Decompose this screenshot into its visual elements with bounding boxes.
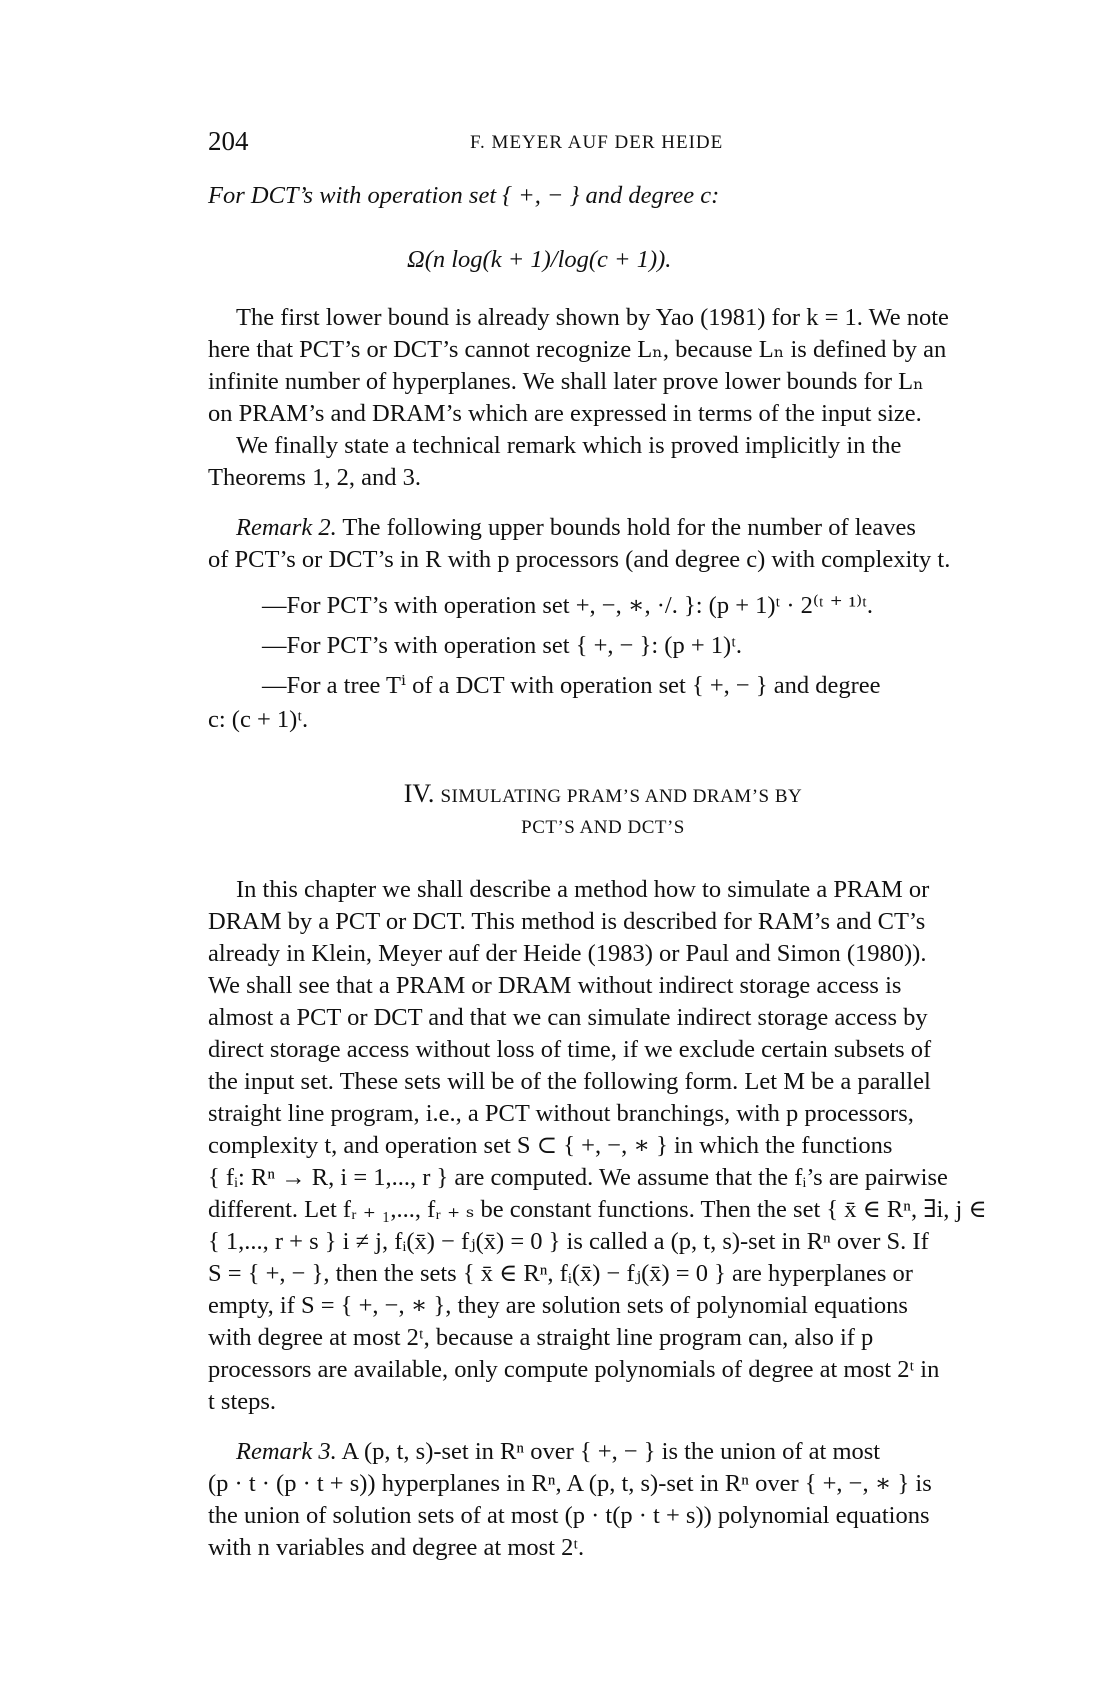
para1-line: The first lower bound is already shown by Yao (1981) for k = 1. We note bbox=[236, 304, 949, 331]
chapter-line: { fᵢ: Rⁿ → R, i = 1,..., r } are computed. We assume that the fᵢ’s are pairwise bbox=[208, 1164, 948, 1191]
remark2-label: Remark 2. bbox=[236, 514, 337, 541]
para1-line: infinite number of hyperplanes. We shall later prove lower bounds for Lₙ bbox=[208, 368, 924, 395]
remark2-item: —For PCT’s with operation set +, −, ∗, ·/. }: (p + 1)ᵗ · 2⁽ᵗ ⁺ ¹⁾ᵗ. bbox=[262, 592, 873, 619]
para2-line: Theorems 1, 2, and 3. bbox=[208, 464, 421, 491]
para2-line: We finally state a technical remark which is proved implicitly in the bbox=[236, 432, 902, 459]
remark3-label: Remark 3. bbox=[236, 1438, 337, 1465]
remark2-item: c: (c + 1)ᵗ. bbox=[208, 706, 309, 733]
chapter-line: processors are available, only compute polynomials of degree at most 2ᵗ in bbox=[208, 1356, 940, 1383]
section-number: IV. bbox=[403, 779, 435, 808]
chapter-line: with degree at most 2ᵗ, because a straight line program can, also if p bbox=[208, 1324, 874, 1351]
remark3-first-line bbox=[236, 1436, 880, 1468]
dct-bound-label: For DCT’s with operation set { +, − } and degree c: bbox=[208, 182, 720, 209]
remark2-line: of PCT’s or DCT’s in R with p processors (and degree c) with complexity t. bbox=[208, 546, 951, 573]
para1-line: here that PCT’s or DCT’s cannot recognize Lₙ, because Lₙ is defined by an bbox=[208, 336, 947, 363]
chapter-line: empty, if S = { +, −, ∗ }, they are solution sets of polynomial equations bbox=[208, 1292, 908, 1319]
chapter-line: We shall see that a PRAM or DRAM without indirect storage access is bbox=[208, 972, 902, 999]
para1-line: on PRAM’s and DRAM’s which are expressed in terms of the input size. bbox=[208, 400, 922, 427]
remark3-line: with n variables and degree at most 2ᵗ. bbox=[208, 1534, 585, 1561]
chapter-line: t steps. bbox=[208, 1388, 277, 1415]
chapter-line: the input set. These sets will be of the following form. Let M be a parallel bbox=[208, 1068, 931, 1095]
chapter-line: { 1,..., r + s } i ≠ j, fᵢ(x̄) − fⱼ(x̄) = 0 } is called a (p, t, s)-set in Rⁿ over S. If bbox=[208, 1228, 929, 1255]
chapter-line: straight line program, i.e., a PCT without branchings, with p processors, bbox=[208, 1100, 914, 1127]
page-number: 204 bbox=[208, 126, 249, 156]
chapter-line: almost a PCT or DCT and that we can simulate indirect storage access by bbox=[208, 1004, 928, 1031]
chapter-line: complexity t, and operation set S ⊂ { +, −, ∗ } in which the functions bbox=[208, 1132, 893, 1159]
remark2-line: The following upper bounds hold for the number of leaves bbox=[342, 514, 916, 541]
remark3-line: A (p, t, s)-set in Rⁿ over { +, − } is the union of at most bbox=[341, 1438, 881, 1465]
running-title: F. MEYER AUF DER HEIDE bbox=[470, 132, 724, 153]
section-heading-line1 bbox=[208, 778, 998, 813]
remark3-line: the union of solution sets of at most (p · t(p · t + s)) polynomial equations bbox=[208, 1502, 930, 1529]
chapter-line: DRAM by a PCT or DCT. This method is described for RAM’s and CT’s bbox=[208, 908, 926, 935]
section-title-line1: SIMULATING PRAM’S AND DRAM’S BY bbox=[440, 786, 803, 807]
section-title-line2: PCT’S AND DCT’S bbox=[521, 817, 685, 838]
chapter-line: In this chapter we shall describe a method how to simulate a PRAM or bbox=[236, 876, 930, 903]
chapter-line: direct storage access without loss of time, if we exclude certain subsets of bbox=[208, 1036, 932, 1063]
chapter-line: already in Klein, Meyer auf der Heide (1983) or Paul and Simon (1980)). bbox=[208, 940, 927, 967]
remark2-item: —For a tree Tⁱ of a DCT with operation set { +, − } and degree bbox=[262, 672, 881, 699]
chapter-line: different. Let fᵣ ₊ ₁,..., fᵣ ₊ ₛ be constant functions. Then the set { x̄ ∈ Rⁿ, ∃i, j ∈ bbox=[208, 1196, 987, 1223]
remark2-item: —For PCT’s with operation set { +, − }: (p + 1)ᵗ. bbox=[262, 632, 743, 659]
dct-bound-formula: Ω(n log(k + 1)/log(c + 1)). bbox=[407, 246, 672, 273]
remark3-line: (p · t · (p · t + s)) hyperplanes in Rⁿ, A (p, t, s)-set in Rⁿ over { +, −, ∗ } is bbox=[208, 1470, 932, 1497]
remark2-first-line bbox=[236, 512, 916, 544]
chapter-line: S = { +, − }, then the sets { x̄ ∈ Rⁿ, fᵢ(x̄) − fⱼ(x̄) = 0 } are hyperplanes or bbox=[208, 1260, 913, 1287]
